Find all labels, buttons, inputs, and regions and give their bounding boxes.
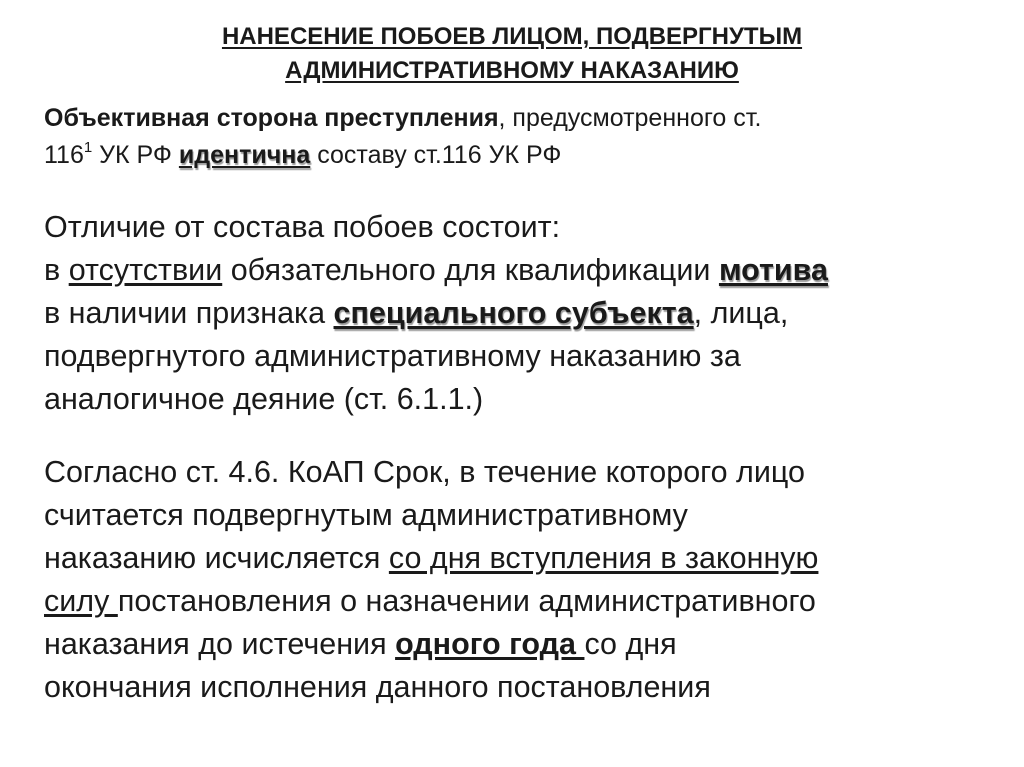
para3-text: наказания до истечения: [44, 627, 396, 661]
para3-text: постановления о назначении административного: [117, 584, 816, 618]
one-year-term: одного года: [395, 627, 585, 661]
para1-line-1: [44, 104, 761, 133]
para1-text: УК РФ: [92, 141, 179, 169]
para1-text: составу ст.116 УК РФ: [310, 141, 562, 169]
objective-side-term: Объективная сторона преступления: [44, 104, 499, 132]
para3-text: со дня: [584, 627, 677, 661]
para3-line-2: считается подвергнутым административному: [44, 498, 688, 532]
para1-line-2: [44, 138, 562, 170]
para2-text: обязательного для квалификации: [222, 253, 719, 287]
para2-line-3: [44, 296, 788, 331]
absence-term: отсутствии: [68, 253, 223, 287]
para1-text: , предусмотренного ст.: [498, 104, 762, 132]
para2-text: в: [44, 253, 69, 287]
slide-title: [0, 20, 1024, 88]
para2-line-2: [44, 253, 828, 288]
special-subject-term: специального субъекта: [333, 296, 694, 330]
title-line-1: НАНЕСЕНИЕ ПОБОЕВ ЛИЦОМ, ПОДВЕРГНУТЫМ: [221, 23, 803, 50]
effective-date-phrase: со дня вступления в законную: [388, 541, 819, 575]
title-line-2: АДМИНИСТРАТИВНОМУ НАКАЗАНИЮ: [285, 57, 739, 84]
para3-text: наказанию исчисляется: [44, 541, 389, 575]
para2-text: , лица,: [693, 296, 789, 330]
article-superscript: 1: [83, 138, 93, 156]
para2-line-5: аналогичное деяние (ст. 6.1.1.): [44, 382, 484, 416]
motive-term: мотива: [718, 253, 828, 287]
article-number: 116: [44, 141, 84, 169]
para2-text: в наличии признака: [44, 296, 334, 330]
identical-term: идентична: [178, 141, 311, 169]
para3-line-6: окончания исполнения данного постановления: [44, 670, 711, 704]
para3-line-4: [44, 584, 816, 619]
para2-line-1: Отличие от состава побоев состоит:: [44, 210, 561, 244]
para2-line-4: подвергнутого административному наказанию за: [44, 339, 741, 373]
effective-date-phrase-end: силу: [44, 584, 118, 618]
para3-line-5: [44, 627, 677, 662]
para3-line-1: Согласно ст. 4.6. КоАП Срок, в течение которого лицо: [44, 455, 805, 489]
para3-line-3: [44, 541, 818, 576]
